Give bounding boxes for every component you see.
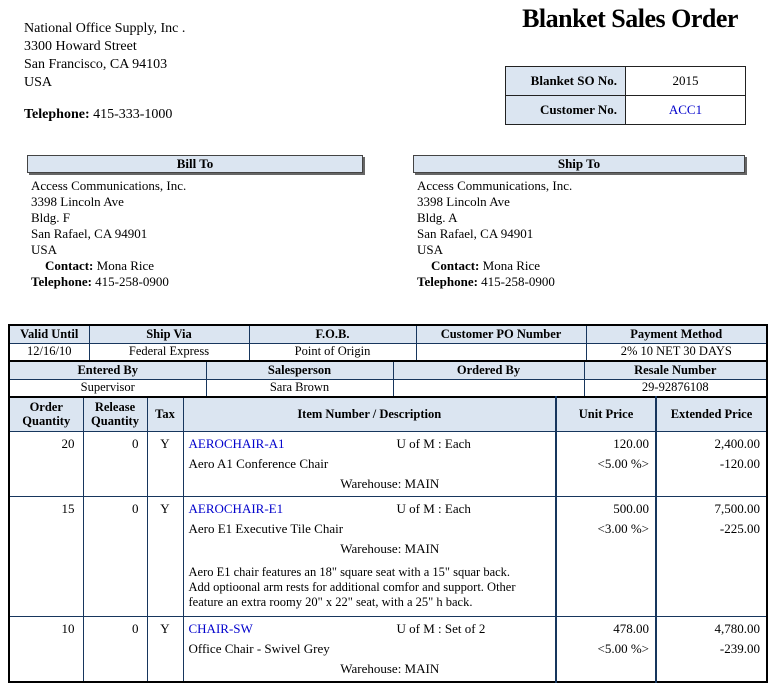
- ship-to-contact-value: Mona Rice: [482, 258, 541, 273]
- ship-to-contact-label: Contact:: [431, 258, 480, 273]
- resale-number-header: Resale Number: [584, 361, 767, 379]
- tax-value: Y: [147, 496, 183, 616]
- order-quantity-header: Order Quantity: [9, 397, 83, 431]
- customer-no-link[interactable]: ACC1: [626, 96, 746, 125]
- salesperson-header: Salesperson: [206, 361, 393, 379]
- item-description-cell: [183, 496, 556, 616]
- unit-of-measure: U of M : Set of 2: [396, 620, 486, 636]
- fob-header: F.O.B.: [249, 325, 416, 343]
- ship-to-telephone-row: [417, 274, 572, 290]
- release-quantity-value: 0: [83, 496, 147, 616]
- entered-by-header: Entered By: [9, 361, 206, 379]
- table-row: [9, 616, 767, 682]
- table-row: [9, 379, 767, 397]
- ship-via-value: Federal Express: [89, 343, 249, 361]
- payment-method-value: 2% 10 NET 30 DAYS: [586, 343, 767, 361]
- discount-percent: <5.00 %>: [597, 640, 649, 656]
- unit-price-header: Unit Price: [556, 397, 656, 431]
- discount-amount: -239.00: [719, 640, 760, 656]
- order-info-table: [505, 66, 746, 125]
- extended-price-cell: [656, 431, 767, 496]
- item-number-link[interactable]: AEROCHAIR-E1: [188, 500, 284, 516]
- ship-to-name: Access Communications, Inc.: [417, 178, 573, 193]
- entered-by-value: Supervisor: [9, 379, 206, 397]
- order-quantity-value: 20: [9, 431, 83, 496]
- release-quantity-value: 0: [83, 616, 147, 682]
- extended-price-value: 4,780.00: [714, 620, 760, 636]
- table-row: [9, 343, 767, 361]
- bill-to-street: 3398 Lincoln Ave: [31, 194, 124, 209]
- unit-price-value: 500.00: [613, 500, 649, 516]
- ship-to-telephone-value: 415-258-0900: [481, 274, 555, 289]
- ship-to-building: Bldg. A: [417, 210, 458, 225]
- ship-to-city: San Rafael, CA 94901: [417, 226, 534, 241]
- item-number-link[interactable]: CHAIR-SW: [188, 620, 253, 636]
- item-line: [189, 436, 552, 456]
- unit-price-cell: [556, 431, 656, 496]
- item-number-link[interactable]: AEROCHAIR-A1: [188, 435, 285, 451]
- ship-via-header: Ship Via: [89, 325, 249, 343]
- blanket-so-no-value: 2015: [626, 67, 746, 96]
- bill-to-address: [31, 178, 186, 290]
- extended-price-value: 2,400.00: [714, 435, 760, 451]
- bill-to-contact-row: [31, 258, 186, 274]
- order-quantity-value: 10: [9, 616, 83, 682]
- terms-table-1: [8, 324, 768, 362]
- resale-number-value: 29-92876108: [584, 379, 767, 397]
- discount-percent: <5.00 %>: [597, 455, 649, 471]
- ordered-by-header: Ordered By: [393, 361, 584, 379]
- unit-of-measure: U of M : Each: [396, 500, 471, 516]
- company-telephone-row: [24, 106, 185, 124]
- ship-to-street: 3398 Lincoln Ave: [417, 194, 510, 209]
- order-quantity-value: 15: [9, 496, 83, 616]
- table-row: [9, 431, 767, 496]
- company-block: [24, 20, 185, 124]
- fob-value: Point of Origin: [249, 343, 416, 361]
- bill-to-contact-value: Mona Rice: [96, 258, 155, 273]
- ship-to-address: [417, 178, 572, 290]
- table-row: [9, 361, 767, 379]
- warehouse-line: Warehouse: MAIN: [340, 540, 440, 556]
- extended-price-header: Extended Price: [656, 397, 767, 431]
- line-items-table: [8, 396, 768, 683]
- bill-to-header: Bill To: [27, 155, 363, 173]
- bill-to-contact-label: Contact:: [45, 258, 94, 273]
- company-address-line2: San Francisco, CA 94103: [24, 57, 168, 72]
- salesperson-value: Sara Brown: [206, 379, 393, 397]
- company-telephone-value: 415-333-1000: [93, 107, 173, 122]
- release-quantity-header: Release Quantity: [83, 397, 147, 431]
- unit-price-cell: [556, 496, 656, 616]
- bill-to-telephone-value: 415-258-0900: [95, 274, 169, 289]
- company-telephone-label: Telephone:: [24, 107, 90, 122]
- item-description: Aero E1 Executive Tile Chair: [188, 520, 344, 536]
- customer-no-label: Customer No.: [506, 96, 626, 125]
- page-title: Blanket Sales Order: [522, 4, 738, 33]
- release-quantity-value: 0: [83, 431, 147, 496]
- warehouse-line: Warehouse: MAIN: [340, 475, 440, 491]
- item-number-description-header: Item Number / Description: [183, 397, 556, 431]
- discount-amount: -120.00: [719, 455, 760, 471]
- tax-value: Y: [147, 616, 183, 682]
- unit-price-value: 120.00: [613, 435, 649, 451]
- ship-to-contact-row: [417, 258, 572, 274]
- bill-to-city: San Rafael, CA 94901: [31, 226, 148, 241]
- table-row: [506, 96, 746, 125]
- item-long-description: Aero E1 chair features an 18" square seat with a 15" squar back. Add optioonal arm rests for additional comfor and support. Other feature an extra roomy 20" x 22" seat, with a 25" h back.: [188, 564, 516, 609]
- item-line: [189, 621, 552, 641]
- bill-to-building: Bldg. F: [31, 210, 71, 225]
- bill-to-name: Access Communications, Inc.: [31, 178, 187, 193]
- table-row: [9, 496, 767, 616]
- company-address-line1: 3300 Howard Street: [24, 39, 137, 54]
- item-description-cell: [183, 431, 556, 496]
- ordered-by-value: [393, 379, 584, 397]
- extended-price-cell: [656, 616, 767, 682]
- table-row: [506, 67, 746, 96]
- valid-until-header: Valid Until: [9, 325, 89, 343]
- tax-header: Tax: [147, 397, 183, 431]
- item-line: [189, 501, 552, 521]
- tax-value: Y: [147, 431, 183, 496]
- unit-price-cell: [556, 616, 656, 682]
- ship-to-telephone-label: Telephone:: [417, 274, 478, 289]
- line-items-header-row: [9, 397, 767, 431]
- extended-price-cell: [656, 496, 767, 616]
- customer-po-value: [416, 343, 586, 361]
- unit-price-value: 478.00: [613, 620, 649, 636]
- item-description: Office Chair - Swivel Grey: [188, 640, 330, 656]
- discount-amount: -225.00: [719, 520, 760, 536]
- customer-po-header: Customer PO Number: [416, 325, 586, 343]
- unit-of-measure: U of M : Each: [396, 435, 471, 451]
- company-name: National Office Supply, Inc .: [24, 21, 186, 36]
- bill-to-telephone-label: Telephone:: [31, 274, 92, 289]
- warehouse-line: Warehouse: MAIN: [340, 660, 440, 676]
- valid-until-value: 12/16/10: [9, 343, 89, 361]
- table-row: [9, 325, 767, 343]
- terms-table-2: [8, 360, 768, 398]
- bill-to-country: USA: [31, 242, 58, 257]
- discount-percent: <3.00 %>: [597, 520, 649, 536]
- ship-to-header: Ship To: [413, 155, 745, 173]
- company-address-line3: USA: [24, 75, 53, 90]
- bill-to-telephone-row: [31, 274, 186, 290]
- payment-method-header: Payment Method: [586, 325, 767, 343]
- item-description-cell: [183, 616, 556, 682]
- item-description: Aero A1 Conference Chair: [188, 455, 329, 471]
- blanket-so-no-label: Blanket SO No.: [506, 67, 626, 96]
- extended-price-value: 7,500.00: [714, 500, 760, 516]
- ship-to-country: USA: [417, 242, 444, 257]
